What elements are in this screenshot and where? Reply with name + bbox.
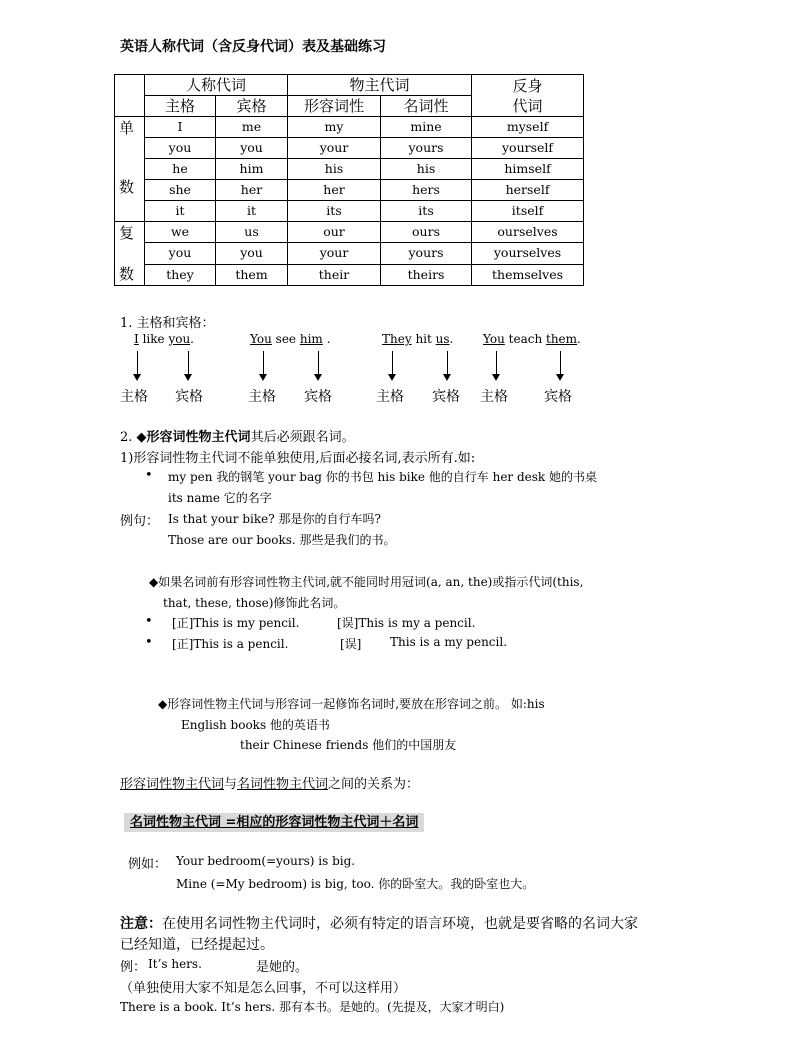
- table-cell: your: [288, 138, 381, 159]
- down-arrow-icon: [137, 351, 138, 379]
- table-cell: you: [145, 243, 216, 264]
- table-cell: their: [288, 264, 381, 285]
- sentence-text: hit: [411, 332, 436, 346]
- note-2-line-3: their Chinese friends 他们的中国朋友: [240, 738, 457, 752]
- sentence-end: .: [577, 332, 581, 346]
- sentence-end: .: [190, 332, 194, 346]
- relation-line: [120, 773, 419, 792]
- down-arrow-icon: [447, 351, 448, 379]
- down-arrow-icon: [188, 351, 189, 379]
- header-personal: 人称代词: [145, 75, 288, 96]
- object-word: you: [168, 332, 191, 346]
- correct-example-2: [正]This is a pencil.: [172, 637, 289, 651]
- section2-number: 2. ◆: [120, 430, 147, 445]
- subheader-nominative: 主格: [145, 96, 216, 117]
- table-cell: your: [288, 243, 381, 264]
- down-arrow-icon: [496, 351, 497, 379]
- singular-label: [115, 117, 145, 222]
- formula-text: 名词性物主代词 =相应的形容词性物主代词＋名词: [130, 815, 419, 830]
- table-cell: yours: [381, 243, 472, 264]
- pronoun-table: [114, 74, 584, 286]
- note-2-line-2: English books 他的英语书: [181, 718, 330, 732]
- section2-heading: [120, 426, 355, 445]
- sentence-text: teach: [504, 332, 546, 346]
- sentence-end: .: [449, 332, 454, 346]
- bullet: •: [145, 468, 153, 483]
- table-cell: my: [288, 117, 381, 138]
- down-arrow-icon: [560, 351, 561, 379]
- table-cell: you: [145, 138, 216, 159]
- down-arrow-icon: [392, 351, 393, 379]
- note-2-line-1: ◆形容词性物主代词与形容词一起修饰名词时,要放在形容词之前。 如:his: [158, 697, 545, 711]
- case-label: 宾格: [304, 389, 332, 405]
- table-cell: myself: [472, 117, 584, 138]
- table-cell: herself: [472, 180, 584, 201]
- example-sentence-3: [382, 332, 453, 346]
- relation-connector: 与: [224, 777, 238, 792]
- case-label: 主格: [480, 389, 508, 405]
- case-label: 宾格: [175, 389, 203, 405]
- object-word: him: [299, 332, 323, 346]
- section1-heading: 1. 主格和宾格：: [120, 316, 215, 331]
- note-aside: （单独使用大家不知是怎么回事，不可以这样用）: [120, 981, 407, 996]
- note-label: 注意：: [120, 916, 162, 932]
- table-cell: its: [288, 201, 381, 222]
- note-1-line-1: ◆如果名词前有形容词性物主代词,就不能同时用冠词(a, an, the)或指示代词(this,: [149, 575, 584, 589]
- note-text: 在使用名词性物主代词时，必须有特定的语言环境，也就是要省略的名词大家: [162, 916, 638, 932]
- section2-heading-bold: 形容词性物主代词: [146, 430, 251, 445]
- table-cell: theirs: [381, 264, 472, 285]
- table-cell: her: [216, 180, 288, 201]
- table-cell: yours: [381, 138, 472, 159]
- sentence-text: like: [138, 332, 169, 346]
- note-example-cn: 是她的。: [256, 960, 309, 975]
- section2-heading-rest: 其后必须跟名词。: [250, 430, 355, 445]
- table-cell: it: [145, 201, 216, 222]
- down-arrow-icon: [263, 351, 264, 379]
- formula-box: [124, 811, 424, 830]
- correct-example-1: [正]This is my pencil.: [172, 616, 300, 630]
- bullet: •: [145, 635, 153, 650]
- subject-word: You: [483, 332, 505, 346]
- relation-example-1: Your bedroom(=yours) is big.: [176, 854, 356, 868]
- table-cell: yourselves: [472, 243, 584, 264]
- table-cell: its: [381, 201, 472, 222]
- bullet: •: [145, 614, 153, 629]
- header-reflexive-line2: 代词: [512, 96, 543, 115]
- examples-line-1: my pen 我的钢笔 your bag 你的书包 his bike 他的自行车 her desk 她的书桌: [168, 470, 598, 484]
- table-corner-cell: [115, 75, 145, 117]
- table-cell: ours: [381, 222, 472, 243]
- relation-term-1: 形容词性物主代词: [120, 777, 225, 792]
- example-label: 例句：: [120, 514, 160, 529]
- examples-line-2: its name 它的名字: [168, 491, 272, 505]
- table-cell: you: [216, 243, 288, 264]
- table-cell: ourselves: [472, 222, 584, 243]
- table-cell: us: [216, 222, 288, 243]
- singular-label-spacer: [119, 139, 144, 176]
- sentence-text: see: [271, 332, 300, 346]
- table-cell: themselves: [472, 264, 584, 285]
- example-sentence-4: [483, 332, 581, 346]
- example-sentence-1: [134, 332, 194, 346]
- subject-word: You: [250, 332, 272, 346]
- case-label: 主格: [120, 389, 148, 405]
- note-example-label: 例：: [120, 960, 147, 975]
- sentence-2: Those are our books. 那些是我们的书。: [168, 533, 396, 547]
- table-cell: itself: [472, 201, 584, 222]
- plural-label-spacer: [119, 244, 144, 263]
- note-line-1: [120, 913, 638, 933]
- table-cell: his: [288, 159, 381, 180]
- singular-label-char2: 数: [119, 178, 135, 196]
- formula: [124, 813, 424, 832]
- note-line-2: 已经知道，已经提起过。: [120, 937, 274, 953]
- object-word: them: [546, 332, 578, 346]
- case-label: 主格: [376, 389, 404, 405]
- subheader-adjectival: 形容词性: [288, 96, 381, 117]
- subject-word: They: [382, 332, 412, 346]
- note-final: There is a book. It’s hers. 那有本书。是她的。(先提及，大家才明白): [120, 1000, 505, 1014]
- wrong-example-1: [误]This is my a pencil.: [337, 616, 476, 630]
- table-cell: I: [145, 117, 216, 138]
- singular-label-char1: 单: [119, 119, 135, 137]
- object-word: us: [435, 332, 450, 346]
- table-cell: me: [216, 117, 288, 138]
- table-cell: she: [145, 180, 216, 201]
- header-reflexive: [472, 75, 584, 117]
- case-label: 宾格: [544, 389, 572, 405]
- table-cell: hers: [381, 180, 472, 201]
- relation-term-2: 名词性物主代词: [237, 777, 329, 792]
- header-possessive: 物主代词: [288, 75, 472, 96]
- example-sentence-2: [250, 332, 330, 346]
- case-label: 宾格: [432, 389, 460, 405]
- down-arrow-icon: [318, 351, 319, 379]
- rule-1: 1)形容词性物主代词不能单独使用,后面必接名词,表示所有.如:: [120, 451, 476, 466]
- table-cell: you: [216, 138, 288, 159]
- subject-word: I: [134, 332, 139, 346]
- table-cell: her: [288, 180, 381, 201]
- sentence-1: Is that your bike? 那是你的自行车吗?: [168, 512, 381, 526]
- relation-end: 之间的关系为：: [328, 777, 420, 792]
- table-cell: we: [145, 222, 216, 243]
- table-cell: our: [288, 222, 381, 243]
- table-cell: them: [216, 264, 288, 285]
- table-cell: himself: [472, 159, 584, 180]
- wrong-example-2: This is a my pencil.: [390, 635, 508, 649]
- header-reflexive-line1: 反身: [512, 76, 543, 95]
- page-title: 英语人称代词（含反身代词）表及基础练习: [120, 39, 386, 55]
- plural-label-char2: 数: [119, 265, 135, 283]
- plural-label: [115, 222, 145, 286]
- plural-label-char1: 复: [119, 224, 135, 242]
- wrong-tag: [误]: [340, 637, 362, 651]
- subheader-nominal: 名词性: [381, 96, 472, 117]
- table-cell: mine: [381, 117, 472, 138]
- case-label: 主格: [248, 389, 276, 405]
- table-cell: yourself: [472, 138, 584, 159]
- table-cell: they: [145, 264, 216, 285]
- table-cell: his: [381, 159, 472, 180]
- table-cell: him: [216, 159, 288, 180]
- subheader-objective: 宾格: [216, 96, 288, 117]
- note-example-en: It’s hers.: [148, 957, 202, 971]
- table-cell: he: [145, 159, 216, 180]
- relation-example-2: Mine (=My bedroom) is big, too. 你的卧室大。我的卧室也大。: [176, 877, 535, 891]
- relation-example-label: 例如：: [128, 857, 168, 872]
- table-cell: it: [216, 201, 288, 222]
- note-1-line-2: that, these, those)修饰此名词。: [163, 596, 346, 610]
- sentence-end: .: [322, 332, 331, 346]
